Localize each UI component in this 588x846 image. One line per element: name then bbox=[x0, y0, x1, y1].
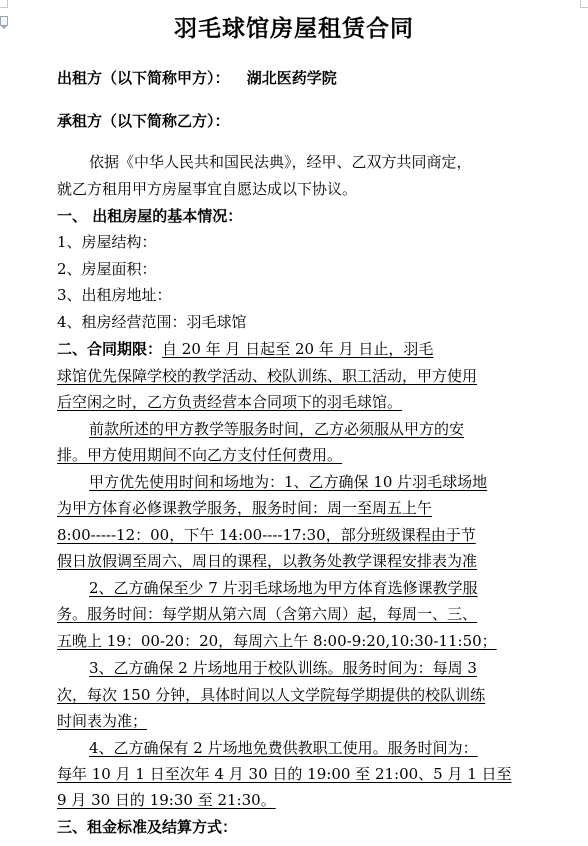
clause-line: 甲方优先使用时间和场地为：1、乙方确保 10 片羽毛球场地 bbox=[89, 473, 488, 491]
clause-line: 9 月 30 日的 19:30 至 21:30。 bbox=[57, 791, 276, 809]
section1-item: 1、房屋结构： bbox=[57, 233, 157, 251]
clause-line: 为甲方体育必修课教学服务，服务时间：周一至周五上午 bbox=[57, 499, 433, 517]
clause-line: 次，每次 150 分钟，具体时间以人文学院每学期提供的校队训练 bbox=[57, 686, 486, 704]
clause-line: 时间表为准； bbox=[57, 712, 148, 730]
clause-line: 2、乙方确保至少 7 片羽毛球场地为甲方体育选修课教学服 bbox=[89, 579, 478, 597]
lessee-label: 承租方（以下简称乙方）： bbox=[57, 112, 230, 130]
clause-line: 8:00-----12：00，下午 14:00----17:30，部分班级课程由于节 bbox=[57, 526, 476, 544]
margin-corner-mark bbox=[0, 0, 8, 8]
clause-line: 五晚上 19：00-20：20，每周六上午 8:00-9:20,10:30-11:50； bbox=[57, 632, 497, 650]
section1-heading: 一、 出租房屋的基本情况： bbox=[57, 207, 243, 225]
lessor-label: 出租方（以下简称甲方）： bbox=[57, 69, 230, 87]
section2-heading: 二、合同期限： bbox=[57, 340, 163, 358]
section1-item: 2、房屋面积： bbox=[57, 260, 157, 278]
clause-line: 排。甲方使用期间不向乙方支付任何费用。 bbox=[57, 446, 343, 464]
preamble-line: 依据《中华人民共和国民法典》，经甲、乙双方共同商定， bbox=[89, 153, 472, 171]
clause-line: 3、乙方确保 2 片场地用于校队训练。服务时间为：每周 3 bbox=[89, 659, 477, 677]
margin-corner-mark bbox=[580, 0, 588, 8]
clause-line: 球馆优先保障学校的教学活动、校队训练、职工活动，甲方使用 bbox=[57, 367, 478, 385]
section1-item: 4、租房经营范围：羽毛球馆 bbox=[57, 313, 247, 331]
clause-line: 前款所述的甲方教学等服务时间，乙方必须服从甲方的安 bbox=[89, 420, 465, 438]
section3-heading: 三、租金标准及结算方式： bbox=[57, 818, 238, 836]
clause-line: 每年 10 月 1 日至次年 4 月 30 日的 19:00 至 21:00、5 月 1 日至 bbox=[57, 765, 512, 783]
document-title: 羽毛球馆房屋租赁合同 bbox=[174, 15, 414, 42]
contract-term-text: 自 20 年 月 日起至 20 年 月 日止，羽毛 bbox=[162, 340, 434, 358]
section1-item: 3、出租房地址： bbox=[57, 286, 172, 304]
clause-line: 假日放假调至周六、周日的课程，以教务处教学课程安排表为准 bbox=[57, 552, 478, 570]
preamble-line: 就乙方租用甲方房屋事宜自愿达成以下协议。 bbox=[57, 180, 358, 198]
clause-line: 4、乙方确保有 2 片场地免费供教职工使用。服务时间为： bbox=[89, 739, 478, 757]
clause-line: 后空闲之时，乙方负责经营本合同项下的羽毛球馆。 bbox=[57, 393, 403, 411]
clause-line: 务。服务时间：每学期从第六周（含第六周）起，每周一、三、 bbox=[57, 605, 478, 623]
section2-first-line bbox=[57, 338, 557, 360]
lessor-line bbox=[57, 67, 557, 89]
lessor-name: 湖北医药学院 bbox=[246, 69, 337, 87]
